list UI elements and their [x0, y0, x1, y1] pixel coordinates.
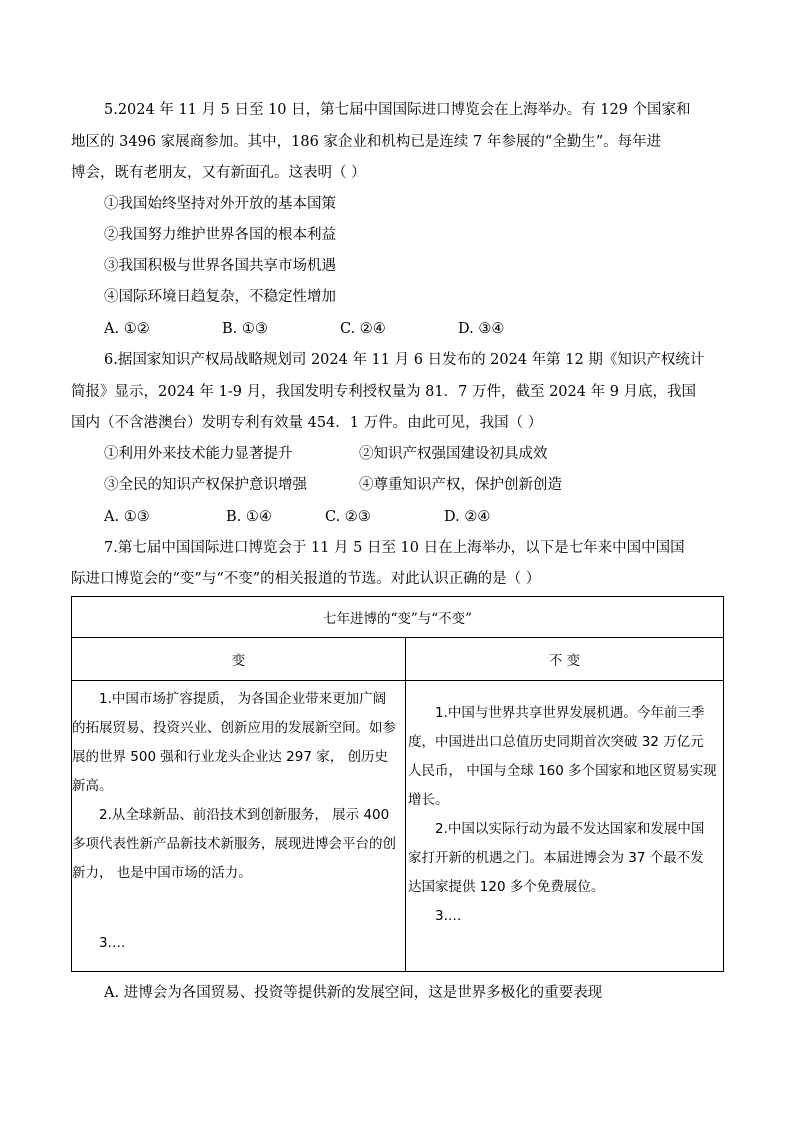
q7-left-para-3: 3.… [99, 935, 126, 951]
q7-table [71, 596, 724, 972]
q6-stem-line-3: 国内（不含港澳台）发明专利有效量 454．1 万件。由此可见，我国（ ） [71, 415, 543, 431]
q6-stem-line-2: 简报》显示，2024 年 1-9 月，我国发明专利授权量为 81．7 万件，截至 2024 年 9 月底，我国 [71, 384, 697, 400]
q7-option-a[interactable]: A. 进博会为各国贸易、投资等提供新的发展空间，这是世界多极化的重要表现 [104, 985, 603, 1001]
q6-item-3: ③全民的知识产权保护意识增强 [104, 477, 307, 493]
q5-item-3: ③我国积极与世界各国共享市场机遇 [104, 258, 336, 274]
q7-left-cell [72, 681, 406, 972]
q5-option-c[interactable]: C. ②④ [340, 321, 386, 337]
q6-item-4: ④尊重知识产权，保护创新创造 [359, 477, 562, 493]
q6-options [104, 507, 490, 527]
q7-left-para-1: 1.中国市场扩容提质， 为各国企业带来更加广阔的拓展贸易、投资兴业、创新应用的发展新空间。如参展的世界 500 强和行业龙头企业达 297 家， 创历史新高。 [72, 691, 396, 794]
q7-right-para-3: 3.… [435, 908, 462, 924]
q6-item-1: ①利用外来技术能力显著提升 [104, 446, 293, 462]
q5-stem-line-3: 博会，既有老朋友，又有新面孔。这表明（ ） [71, 165, 366, 181]
q6-option-d[interactable]: D. ②④ [444, 509, 491, 525]
q7-left-para-2: 2.从全球新品、前沿技术到创新服务， 展示 400 多项代表性新产品新技术新服务，展现进博会平台的创新力， 也是中国市场的活力。 [72, 807, 396, 881]
q7-stem-line-1: 7.第七届中国国际进口博览会于 11 月 5 日至 10 日在上海举办，以下是七年来中国中国国 [104, 540, 685, 556]
q7-right-cell [406, 681, 724, 972]
q5-item-2: ②我国努力维护世界各国的根本利益 [104, 227, 336, 243]
q7-stem-line-2: 际进口博览会的“变”与“不变”的相关报道的节选。对此认识正确的是（ ） [71, 571, 541, 587]
q5-item-1: ①我国始终坚持对外开放的基本国策 [104, 196, 336, 212]
q6-item-2: ②知识产权强国建设初具成效 [359, 446, 548, 462]
q6-option-a[interactable]: A. ①③ [104, 509, 150, 525]
q7-right-para-1: 1.中国与世界共享世界发展机遇。今年前三季度，中国进出口总值历史同期首次突破 32 万亿元人民币， 中国与全球 160 多个国家和地区贸易实现增长。 [408, 705, 717, 808]
q5-item-4: ④国际环境日趋复杂，不稳定性增加 [104, 289, 336, 305]
q7-table-title: 七年进博的“变”与“不变” [72, 597, 724, 638]
q5-option-a[interactable]: A. ①② [104, 321, 150, 337]
q6-option-b[interactable]: B. ①④ [226, 509, 272, 525]
q5-option-d[interactable]: D. ③④ [458, 321, 505, 337]
q7-col-bian: 变 [72, 638, 406, 681]
q6-option-c[interactable]: C. ②③ [325, 509, 371, 525]
q5-options [104, 319, 504, 339]
q5-stem-line-2: 地区的 3496 家展商参加。其中，186 家企业和机构已是连续 7 年参展的“全勤生”。每年进 [71, 134, 662, 150]
q7-right-para-2: 2.中国以实际行动为最不发达国家和发展中国家打开新的机遇之门。本届进博会为 37 个最不发达国家提供 120 多个免费展位。 [408, 821, 705, 895]
q7-col-bubian: 不 变 [406, 638, 724, 681]
q6-stem-line-1: 6.据国家知识产权局战略规划司 2024 年 11 月 6 日发布的 2024 年第 12 期《知识产权统计 [104, 352, 705, 368]
q5-stem-line-1: 5.2024 年 11 月 5 日至 10 日，第七届中国国际进口博览会在上海举办。有 129 个国家和 [104, 102, 691, 118]
q5-option-b[interactable]: B. ①③ [222, 321, 268, 337]
